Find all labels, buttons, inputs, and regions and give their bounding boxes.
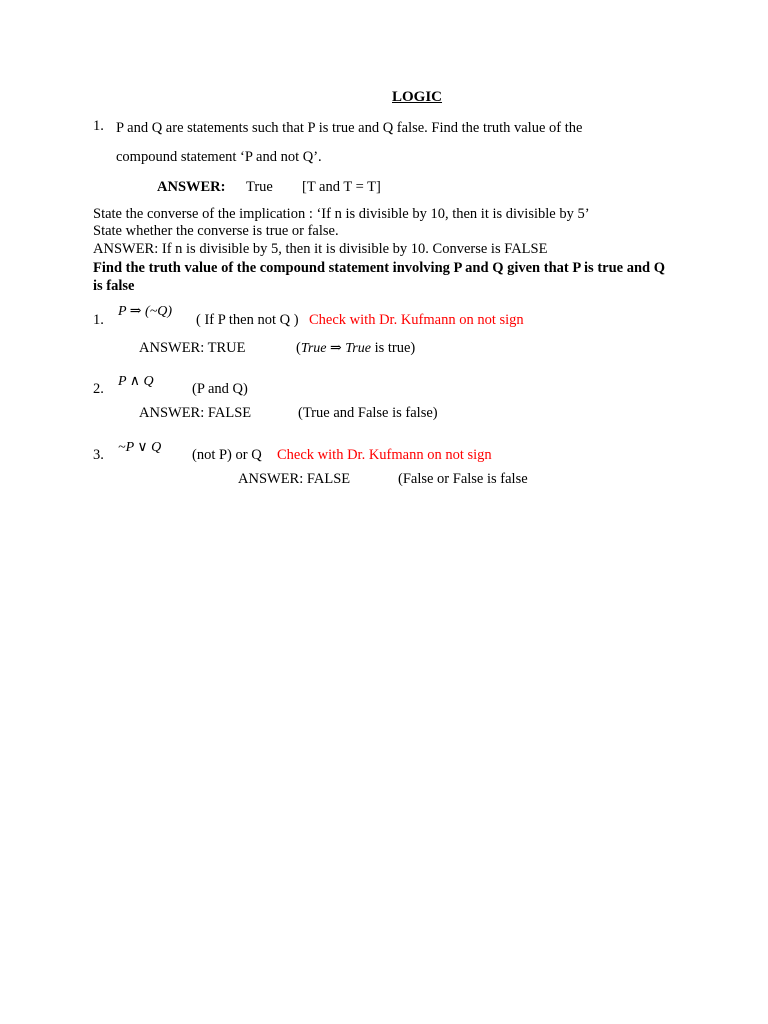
item1-expl-math: True ⇒ True bbox=[300, 341, 371, 356]
item3-number: 3. bbox=[93, 447, 104, 463]
item2-expression: P ∧ Q bbox=[118, 374, 154, 389]
page-title: LOGIC bbox=[392, 89, 443, 105]
item3-expression: ~P ∨ Q bbox=[118, 440, 162, 455]
section-heading: Find the truth value of the compound statement involving P and Q given that P is true and Q is false bbox=[93, 260, 665, 294]
q1-number: 1. bbox=[93, 118, 104, 134]
item2-number: 2. bbox=[93, 381, 104, 397]
item1-explanation bbox=[296, 339, 415, 358]
item1-description: ( If P then not Q ) bbox=[196, 312, 299, 328]
q1-line2: compound statement ‘P and not Q’. bbox=[116, 149, 322, 165]
q1-answer-value: True bbox=[246, 179, 273, 195]
item3-note: Check with Dr. Kufmann on not sign bbox=[277, 447, 492, 463]
item2-explanation: (True and False is false) bbox=[298, 405, 438, 421]
converse-line1: State the converse of the implication : ‘If n is divisible by 10, then it is divisible by 5’ bbox=[93, 206, 590, 222]
converse-line3: ANSWER: If n is divisible by 5, then it is divisible by 10. Converse is FALSE bbox=[93, 241, 548, 257]
item2-answer: ANSWER: FALSE bbox=[139, 405, 252, 421]
q1-line1: P and Q are statements such that P is true and Q false. Find the truth value of the bbox=[116, 120, 583, 136]
converse-line2: State whether the converse is true or false. bbox=[93, 223, 339, 239]
item2-description: (P and Q) bbox=[192, 381, 248, 397]
item1-answer: ANSWER: TRUE bbox=[139, 340, 246, 356]
q1-answer-note: [T and T = T] bbox=[302, 179, 381, 195]
item1-expression: P ⇒ (~Q) bbox=[118, 304, 173, 319]
item3-answer: ANSWER: FALSE bbox=[238, 471, 351, 487]
item3-description: (not P) or Q bbox=[192, 447, 262, 463]
item1-expl-open: ( bbox=[296, 340, 301, 356]
item1-expl-close: is true) bbox=[370, 340, 416, 356]
q1-answer-label: ANSWER: bbox=[157, 179, 226, 195]
item1-number: 1. bbox=[93, 312, 104, 328]
item1-note: Check with Dr. Kufmann on not sign bbox=[309, 312, 524, 328]
item3-explanation: (False or False is false bbox=[398, 471, 528, 487]
